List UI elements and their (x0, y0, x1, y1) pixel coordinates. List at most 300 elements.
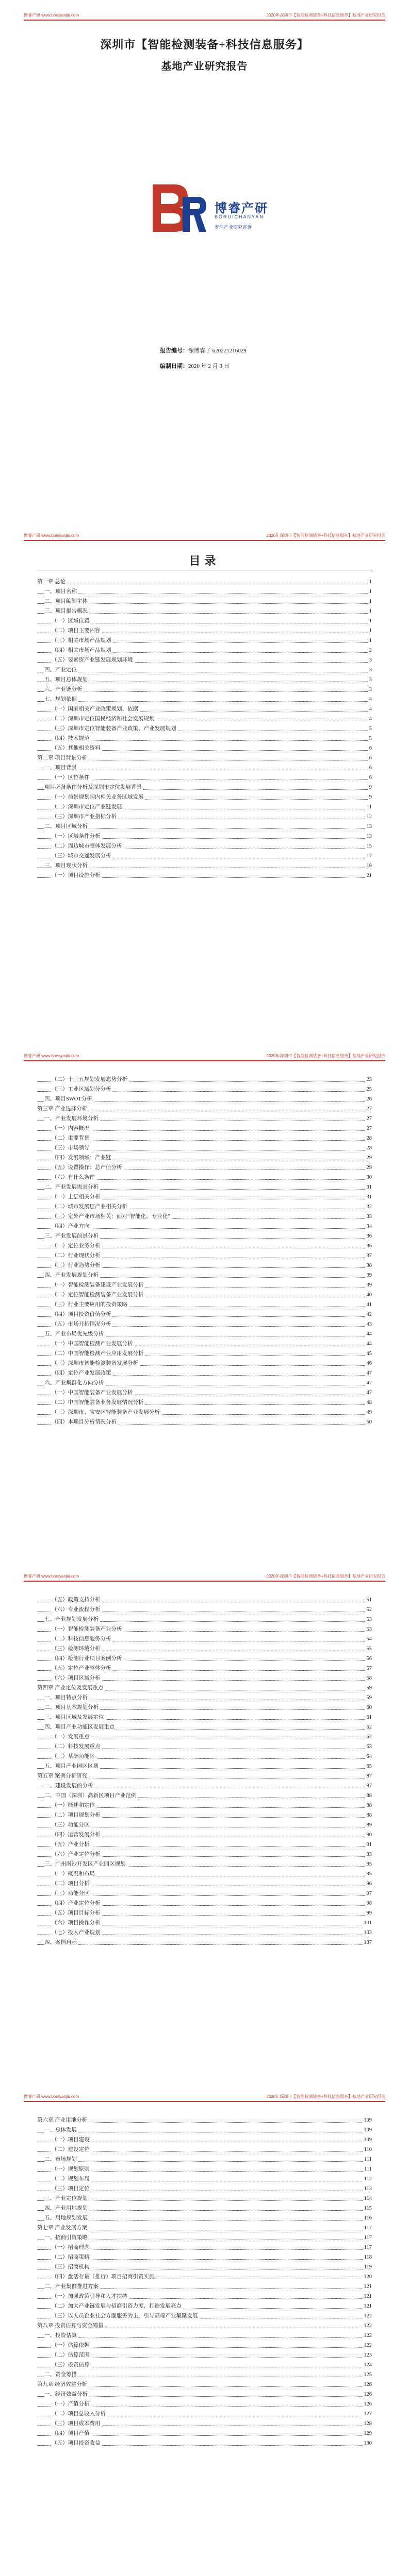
toc-entry-page: 29 (365, 1163, 372, 1173)
toc-entry[interactable] (37, 1801, 372, 1810)
toc-entry-page: 95 (365, 1869, 372, 1879)
toc-entry-page: 116 (363, 2213, 372, 2223)
toc-entry-page: 3 (368, 655, 372, 665)
toc-entry-title: 第六章 产业用地分析 (37, 2117, 89, 2123)
toc-entry[interactable] (37, 1163, 372, 1173)
toc-entry[interactable] (37, 1368, 372, 1378)
toc-entry[interactable] (37, 2350, 372, 2360)
toc-entry-title: （一）概述和定位 (52, 1803, 96, 1808)
toc-entry-title: 一、经济效益分析 (44, 2392, 89, 2397)
toc-entry-page: 53 (365, 1615, 372, 1624)
toc-entry-page: 6 (368, 753, 372, 763)
toc-entry-title: （二）科技信息服务分析 (52, 1636, 113, 1642)
toc-leader-dots (37, 701, 372, 702)
toc-entry[interactable] (37, 1703, 372, 1713)
toc-entry[interactable] (37, 1889, 372, 1899)
page-header (24, 12, 385, 21)
toc-entry-title: （七）投入产业规划 (52, 1930, 102, 1936)
toc-entry[interactable] (37, 2389, 372, 2399)
toc-entry-title: （三）检测环境分析 (52, 1646, 102, 1652)
toc-entry-title: （三）深圳市智能检测装备发展分析 (52, 1361, 140, 1366)
toc-entry-page: 27 (365, 1114, 372, 1124)
toc-entry-title: （三）基础功能区 (52, 1754, 96, 1759)
toc-entry[interactable] (37, 1222, 372, 1231)
toc-entry-title: （四）检测行业项目案例分析 (52, 1656, 124, 1662)
toc-page-1 (0, 520, 409, 1087)
toc-entry[interactable] (37, 2184, 372, 2194)
toc-entry-title: （四）本项目分析情况分析 (52, 1419, 118, 1425)
toc-entry[interactable] (37, 1899, 372, 1908)
toc-entry[interactable] (37, 1634, 372, 1644)
toc-entry[interactable] (37, 1231, 372, 1241)
toc-entry[interactable] (37, 2213, 372, 2223)
toc-entry-page: 9 (368, 792, 372, 802)
toc-entry[interactable] (37, 734, 372, 743)
toc-entry[interactable] (37, 2252, 372, 2262)
toc-entry[interactable] (37, 685, 372, 694)
toc-entry[interactable] (37, 822, 372, 832)
toc-entry[interactable] (37, 1644, 372, 1654)
toc-entry[interactable] (37, 861, 372, 871)
toc-entry[interactable] (37, 2292, 372, 2301)
toc-entry[interactable] (37, 1270, 372, 1280)
toc-entry-page: 114 (363, 2194, 372, 2204)
toc-entry-page: 50 (365, 1417, 372, 1427)
toc-entry[interactable] (37, 2194, 372, 2204)
toc-entry-page: 122 (362, 2321, 372, 2331)
toc-entry-title: （一）智能检测装备建设产业发展分析 (52, 1282, 145, 1288)
toc-entry[interactable] (37, 1869, 372, 1879)
toc-entry-title: （五）要素资产业链发展规划环境 (52, 657, 135, 663)
toc-entry[interactable] (37, 1732, 372, 1742)
toc-entry-page: 47 (365, 1388, 372, 1398)
toc-entry[interactable] (37, 1683, 372, 1693)
toc-entry-title: （一）加强政策引导和人才扶持 (52, 2294, 129, 2299)
toc-entry-page: 29 (365, 1153, 372, 1163)
toc-entry[interactable] (37, 1124, 372, 1133)
report-number (160, 346, 247, 354)
toc-entry-page: 51 (365, 1595, 372, 1605)
toc-entry[interactable] (37, 2272, 372, 2282)
toc-entry-title: 项目必备条件分析及深圳市定位发展背景 (44, 785, 143, 790)
toc-entry-page: 1 (368, 606, 372, 616)
toc-entry[interactable] (37, 694, 372, 704)
toc-entry[interactable] (37, 1938, 372, 1947)
toc-entry-page: 37 (365, 1251, 372, 1261)
toc-title: 目录 (189, 554, 220, 567)
toc-entry-title: （一）发展重点 (52, 1734, 91, 1740)
toc-entry-page: 88 (365, 1791, 372, 1801)
toc-entry-page: 6 (368, 743, 372, 753)
toc-entry-page: 4 (368, 714, 372, 724)
report-date (160, 362, 230, 370)
toc-entry[interactable] (37, 802, 372, 812)
toc-entry[interactable] (37, 1417, 372, 1427)
toc-entry[interactable] (37, 577, 372, 587)
toc-entry[interactable] (37, 1300, 372, 1310)
toc-entry[interactable] (37, 783, 372, 792)
header-left: 博睿产研 www.borsyanjiu.com (24, 1054, 79, 1058)
logo-english-text: BORUICHANYAN (215, 214, 264, 219)
toc-entry[interactable] (37, 1673, 372, 1683)
toc-entry[interactable] (37, 2419, 372, 2429)
toc-entry[interactable] (37, 1664, 372, 1673)
header-right: 2020年深圳市【智能检测装备+科技信息服务】基地产业研究报告 (266, 533, 385, 538)
toc-entry-title: （五）项目目标分析 (52, 1910, 102, 1916)
toc-entry-page: 126 (362, 2380, 372, 2389)
toc-entry-title: （三）以人员企业社会方面服务为主，引导高端产业集聚发展 (52, 2313, 200, 2319)
toc-entry-title: （二）建设定位 (52, 2147, 91, 2153)
toc-entry[interactable] (37, 2262, 372, 2272)
logo-tagline: 专注产业研究咨询 (215, 225, 252, 230)
toc-leader-dots (37, 691, 372, 692)
toc-entry-page: 62 (365, 1722, 372, 1732)
toc-entry[interactable] (37, 1359, 372, 1368)
toc-entry-title: （六）项目操作分析 (52, 1920, 102, 1926)
toc-entry-page: 62 (365, 1732, 372, 1742)
toc-entry-page: 40 (365, 1290, 372, 1300)
toc-entry[interactable] (37, 1624, 372, 1634)
toc-entry-title: （二）项目主要内容 (52, 628, 102, 634)
toc-entry[interactable] (37, 1761, 372, 1771)
toc-entry-page: 38 (365, 1261, 372, 1270)
toc-entry-title: 四、产业定位 (44, 667, 78, 673)
toc-entry[interactable] (37, 2145, 372, 2155)
toc-entry-page: 117 (363, 2223, 372, 2233)
toc-entry[interactable] (37, 1153, 372, 1163)
toc-entry[interactable] (37, 1290, 372, 1300)
toc-entry-page: 109 (362, 2135, 372, 2145)
toc-entry[interactable] (37, 2174, 372, 2184)
toc-entry[interactable] (37, 753, 372, 763)
toc-entry-title: （一）智能检测装备产业分析 (52, 1626, 124, 1632)
toc-entry[interactable] (37, 665, 372, 675)
toc-entry[interactable] (37, 1339, 372, 1349)
toc-entry[interactable] (37, 1752, 372, 1761)
toc-entry-title: （二）城市发展层产业相关分析 (52, 1204, 129, 1210)
toc-entry-title: （一）国家相关产业政策规划、依据 (52, 706, 140, 712)
header-left: 博睿产研 www.borsyanjiu.com (24, 533, 79, 538)
toc-entry[interactable] (37, 646, 372, 655)
toc-page-2 (0, 1041, 409, 1607)
toc-entry[interactable] (37, 2155, 372, 2164)
toc-entry[interactable] (37, 1771, 372, 1781)
toc-entry[interactable] (37, 773, 372, 783)
toc-entry-page: 25 (365, 1084, 372, 1094)
toc-entry[interactable] (37, 1791, 372, 1801)
toc-entry-page: 3 (368, 685, 372, 694)
toc-entry-title: 第八章 投资估算与资金筹措 (37, 2323, 105, 2329)
toc-entry-title: （一）项目建设 (52, 2137, 91, 2143)
toc-entry-page: 112 (363, 2174, 372, 2184)
toc-entry-page: 93 (365, 1850, 372, 1859)
toc-entry-title: 四、项目SWOT分析 (44, 1096, 94, 1102)
toc-entry-page: 103 (362, 1928, 372, 1938)
toc-entry[interactable] (37, 714, 372, 724)
toc-entry-page: 113 (363, 2184, 372, 2194)
toc-entry[interactable] (37, 1693, 372, 1703)
toc-entry[interactable] (37, 616, 372, 626)
toc-entry[interactable] (37, 1075, 372, 1084)
toc-entry[interactable] (37, 1859, 372, 1869)
toc-entry[interactable] (37, 2223, 372, 2233)
toc-entry-page: 121 (362, 2282, 372, 2292)
toc-entry[interactable] (37, 1173, 372, 1182)
toc-entry-page: 17 (365, 851, 372, 861)
toc-entry-page: 58 (365, 1673, 372, 1683)
toc-entry-page: 129 (362, 2429, 372, 2438)
toc-entry-page: 47 (365, 1378, 372, 1388)
toc-entry[interactable] (37, 704, 372, 714)
report-number-value: 深博睿子 620221216029 (188, 348, 247, 354)
toc-entry[interactable] (37, 1908, 372, 1918)
toc-entry[interactable] (37, 1202, 372, 1212)
toc-entry[interactable] (37, 2399, 372, 2409)
toc-entry-page: 95 (365, 1859, 372, 1869)
toc-entry-page: 99 (365, 1908, 372, 1918)
toc-entry-title: （四）定位产业发展政策 (52, 1370, 113, 1376)
toc-entry[interactable] (37, 1388, 372, 1398)
toc-entry-title: 三、项目区域及发展定位 (44, 1715, 106, 1720)
toc-entry-page: 28 (365, 1133, 372, 1143)
toc-entry[interactable] (37, 626, 372, 636)
toc-entry-title: （五）定位产业整体分析 (52, 1666, 113, 1671)
toc-entry-title: 三、产业定位规划 (44, 2196, 89, 2201)
toc-entry-title: （三）工业区域划分分析 (52, 1087, 113, 1092)
toc-entry-title: 四、产业用地规划 (44, 2206, 89, 2211)
toc-entry-page: 89 (365, 1820, 372, 1830)
toc-entry[interactable] (37, 1713, 372, 1722)
toc-entry-title: 一、项目名称 (44, 589, 78, 595)
toc-entry[interactable] (37, 1280, 372, 1290)
toc-entry-page: 54 (365, 1634, 372, 1644)
toc-entry-page: 98 (365, 1899, 372, 1908)
toc-entry[interactable] (37, 1830, 372, 1840)
toc-entry[interactable] (37, 636, 372, 646)
toc-entry[interactable] (37, 655, 372, 665)
toc-entry[interactable] (37, 1810, 372, 1820)
cover-page (0, 0, 409, 567)
toc-entry[interactable] (37, 851, 372, 861)
toc-entry[interactable] (37, 812, 372, 822)
header-left: 博睿产研 www.borsyanjiu.com (24, 13, 79, 18)
toc-entry-page: 33 (365, 1212, 372, 1222)
toc-entry[interactable] (37, 1251, 372, 1261)
toc-entry[interactable] (37, 1143, 372, 1153)
toc-entry[interactable] (37, 1595, 372, 1605)
toc-entry-page: 39 (365, 1270, 372, 1280)
report-number-label: 报告编号： (160, 348, 188, 354)
toc-entry-page: 130 (362, 2438, 372, 2448)
header-right: 2020年深圳市【智能检测装备+科技信息服务】基地产业研究报告 (266, 1054, 385, 1058)
toc-entry[interactable] (37, 1329, 372, 1339)
toc-entry-page: 124 (362, 2360, 372, 2370)
toc-entry-page: 26 (365, 1094, 372, 1104)
toc-entry-page: 42 (365, 1310, 372, 1319)
toc-entry[interactable] (37, 1605, 372, 1615)
page-header (24, 1053, 385, 1061)
toc-entry[interactable] (37, 1192, 372, 1202)
toc-entry[interactable] (37, 2135, 372, 2145)
toc-entry-page: 36 (365, 1231, 372, 1241)
toc-entry[interactable] (37, 1319, 372, 1329)
toc-entry-title: （一）区域条件分析 (52, 834, 102, 839)
toc-entry-title: （三）行业趋势分析 (52, 1263, 102, 1268)
toc-entry[interactable] (37, 606, 372, 616)
toc-entry[interactable] (37, 832, 372, 841)
toc-entry[interactable] (37, 675, 372, 685)
toc-entry[interactable] (37, 2311, 372, 2321)
toc-entry-page: 111 (363, 2164, 372, 2174)
toc-entry-title: （四）运营发展分析 (52, 1832, 102, 1838)
toc-entry[interactable] (37, 792, 372, 802)
toc-entry[interactable] (37, 1084, 372, 1094)
toc-entry[interactable] (37, 2321, 372, 2331)
toc-entry-title: 七、规划依据 (44, 697, 78, 702)
toc-entry-page: 6 (368, 773, 372, 783)
toc-entry[interactable] (37, 1918, 372, 1928)
toc-entry-page: 111 (363, 2155, 372, 2164)
toc-entry-page: 119 (363, 2262, 372, 2272)
toc-entry[interactable] (37, 2125, 372, 2135)
toc-entry[interactable] (37, 1349, 372, 1359)
toc-entry-title: （一）项目设施分析 (52, 873, 102, 878)
toc-entry-page: 61 (365, 1713, 372, 1722)
toc-entry-page: 1 (368, 577, 372, 587)
toc-entry-page: 117 (363, 2243, 372, 2252)
toc-entry[interactable] (37, 587, 372, 597)
toc-entry-page: 88 (365, 1801, 372, 1810)
toc-entry-title: （二）加大产业链发展与招商引资力度，打造发展亮点 (52, 2303, 183, 2309)
toc-entry[interactable] (37, 1928, 372, 1938)
toc-entry[interactable] (37, 597, 372, 606)
toc-entry-title: （四）项目投资价值分析 (52, 1312, 113, 1317)
toc-entry-title: （六）产业定位分析 (52, 1852, 102, 1857)
toc-entry-page: 45 (365, 1349, 372, 1359)
toc-entry[interactable] (37, 1781, 372, 1791)
toc-entry-page: 18 (365, 861, 372, 871)
toc-entry[interactable] (37, 743, 372, 753)
toc-leader-dots (37, 2337, 372, 2338)
toc-list (37, 1075, 372, 1427)
toc-entry-title: （一）估算依据 (52, 2343, 91, 2348)
toc-entry[interactable] (37, 2164, 372, 2174)
toc-entry-page: 56 (365, 1654, 372, 1664)
toc-entry[interactable] (37, 1398, 372, 1408)
toc-entry-title: 二、项目区域分析 (44, 824, 89, 829)
toc-entry-page: 23 (365, 1075, 372, 1084)
toc-entry-title: （三）相关市场产品规划 (52, 638, 113, 643)
toc-entry[interactable] (37, 2438, 372, 2448)
toc-entry[interactable] (37, 2115, 372, 2125)
toc-entry[interactable] (37, 1850, 372, 1859)
toc-entry[interactable] (37, 2243, 372, 2252)
toc-entry[interactable] (37, 841, 372, 851)
toc-entry-title: 第三章 产业选择分析 (37, 1106, 89, 1112)
toc-entry-page: 55 (365, 1644, 372, 1654)
toc-entry[interactable] (37, 1820, 372, 1830)
toc-entry[interactable] (37, 1212, 372, 1222)
toc-entry[interactable] (37, 1378, 372, 1388)
toc-entry[interactable] (37, 1654, 372, 1664)
toc-entry[interactable] (37, 763, 372, 773)
toc-entry-title: （五）政策支持分析 (52, 1597, 102, 1603)
toc-entry[interactable] (37, 1261, 372, 1270)
header-left: 博睿产研 www.borsyanjiu.com (24, 2094, 79, 2099)
toc-entry-title: （二）深圳市定位国民经济和社会发展规划 (52, 716, 156, 722)
toc-entry-page: 122 (362, 2341, 372, 2350)
toc-entry[interactable] (37, 1840, 372, 1850)
toc-entry[interactable] (37, 1408, 372, 1417)
toc-entry-title: （三）城市交通发展分析 (52, 853, 113, 859)
toc-entry[interactable] (37, 2409, 372, 2419)
toc-entry-page: 27 (365, 1104, 372, 1114)
toc-entry-title: （三）市场领导 (52, 1145, 91, 1151)
toc-entry[interactable] (37, 871, 372, 880)
toc-entry-title: 三、项目现状分析 (44, 863, 89, 869)
toc-entry[interactable] (37, 2331, 372, 2341)
toc-entry-title: （一）区域位置 (52, 618, 91, 624)
toc-entry-page: 91 (365, 1840, 372, 1850)
toc-entry-page: 34 (365, 1222, 372, 1231)
toc-entry[interactable] (37, 2204, 372, 2213)
toc-entry-title: （四）产业定位分析 (52, 1901, 102, 1906)
toc-entry[interactable] (37, 1879, 372, 1889)
toc-entry-page: 2 (368, 646, 372, 655)
toc-entry[interactable] (37, 1133, 372, 1143)
toc-entry-title: （二）中国智能检测产业应用发展分析 (52, 1351, 145, 1357)
toc-entry[interactable] (37, 2360, 372, 2370)
toc-entry-title: （一）内容概况 (52, 1126, 91, 1131)
toc-entry[interactable] (37, 1742, 372, 1752)
toc-entry-page: 120 (362, 2272, 372, 2282)
toc-entry-title: 第二章 项目背景分析 (37, 755, 89, 761)
toc-entry[interactable] (37, 1104, 372, 1114)
toc-entry[interactable] (37, 2429, 372, 2438)
toc-entry-title: （四）产业方向 (52, 1224, 91, 1229)
toc-entry[interactable] (37, 1310, 372, 1319)
header-right: 2020年深圳市【智能检测装备+科技信息服务】基地产业研究报告 (266, 13, 385, 18)
toc-entry-title: （三）招商机构 (52, 2264, 91, 2270)
toc-entry-title: （三）功能分区 (52, 1822, 91, 1828)
toc-entry-title: （四）相关市场产品规划 (52, 648, 113, 653)
toc-entry-title: 第九章 经济效益分析 (37, 2382, 89, 2387)
header-right: 2020年深圳市【智能检测装备+科技信息服务】基地产业研究报告 (266, 2094, 385, 2099)
toc-entry[interactable] (37, 2341, 372, 2350)
header-left: 博睿产研 www.borsyanjiu.com (24, 1574, 79, 1579)
toc-entry[interactable] (37, 724, 372, 734)
toc-entry-title: （一）招商理念 (52, 2245, 91, 2250)
toc-entry-page: 30 (365, 1173, 372, 1182)
toc-entry[interactable] (37, 2380, 372, 2389)
toc-entry[interactable] (37, 1182, 372, 1192)
toc-entry[interactable] (37, 1722, 372, 1732)
toc-entry[interactable] (37, 1241, 372, 1251)
toc-entry-title: 一、总体发展 (44, 2127, 78, 2133)
logo-chinese-text: 博睿产研 (215, 201, 268, 215)
toc-entry[interactable] (37, 1114, 372, 1124)
toc-entry[interactable] (37, 1615, 372, 1624)
toc-entry[interactable] (37, 1094, 372, 1104)
toc-entry[interactable] (37, 2370, 372, 2380)
toc-entry[interactable] (37, 2233, 372, 2243)
toc-entry[interactable] (37, 2282, 372, 2292)
br-logo-mark-icon (152, 179, 207, 236)
toc-entry[interactable] (37, 2301, 372, 2311)
toc-entry-page: 5 (368, 734, 372, 743)
toc-list (37, 1595, 372, 1947)
toc-entry-title: （五）项目投资收益 (52, 2441, 102, 2446)
